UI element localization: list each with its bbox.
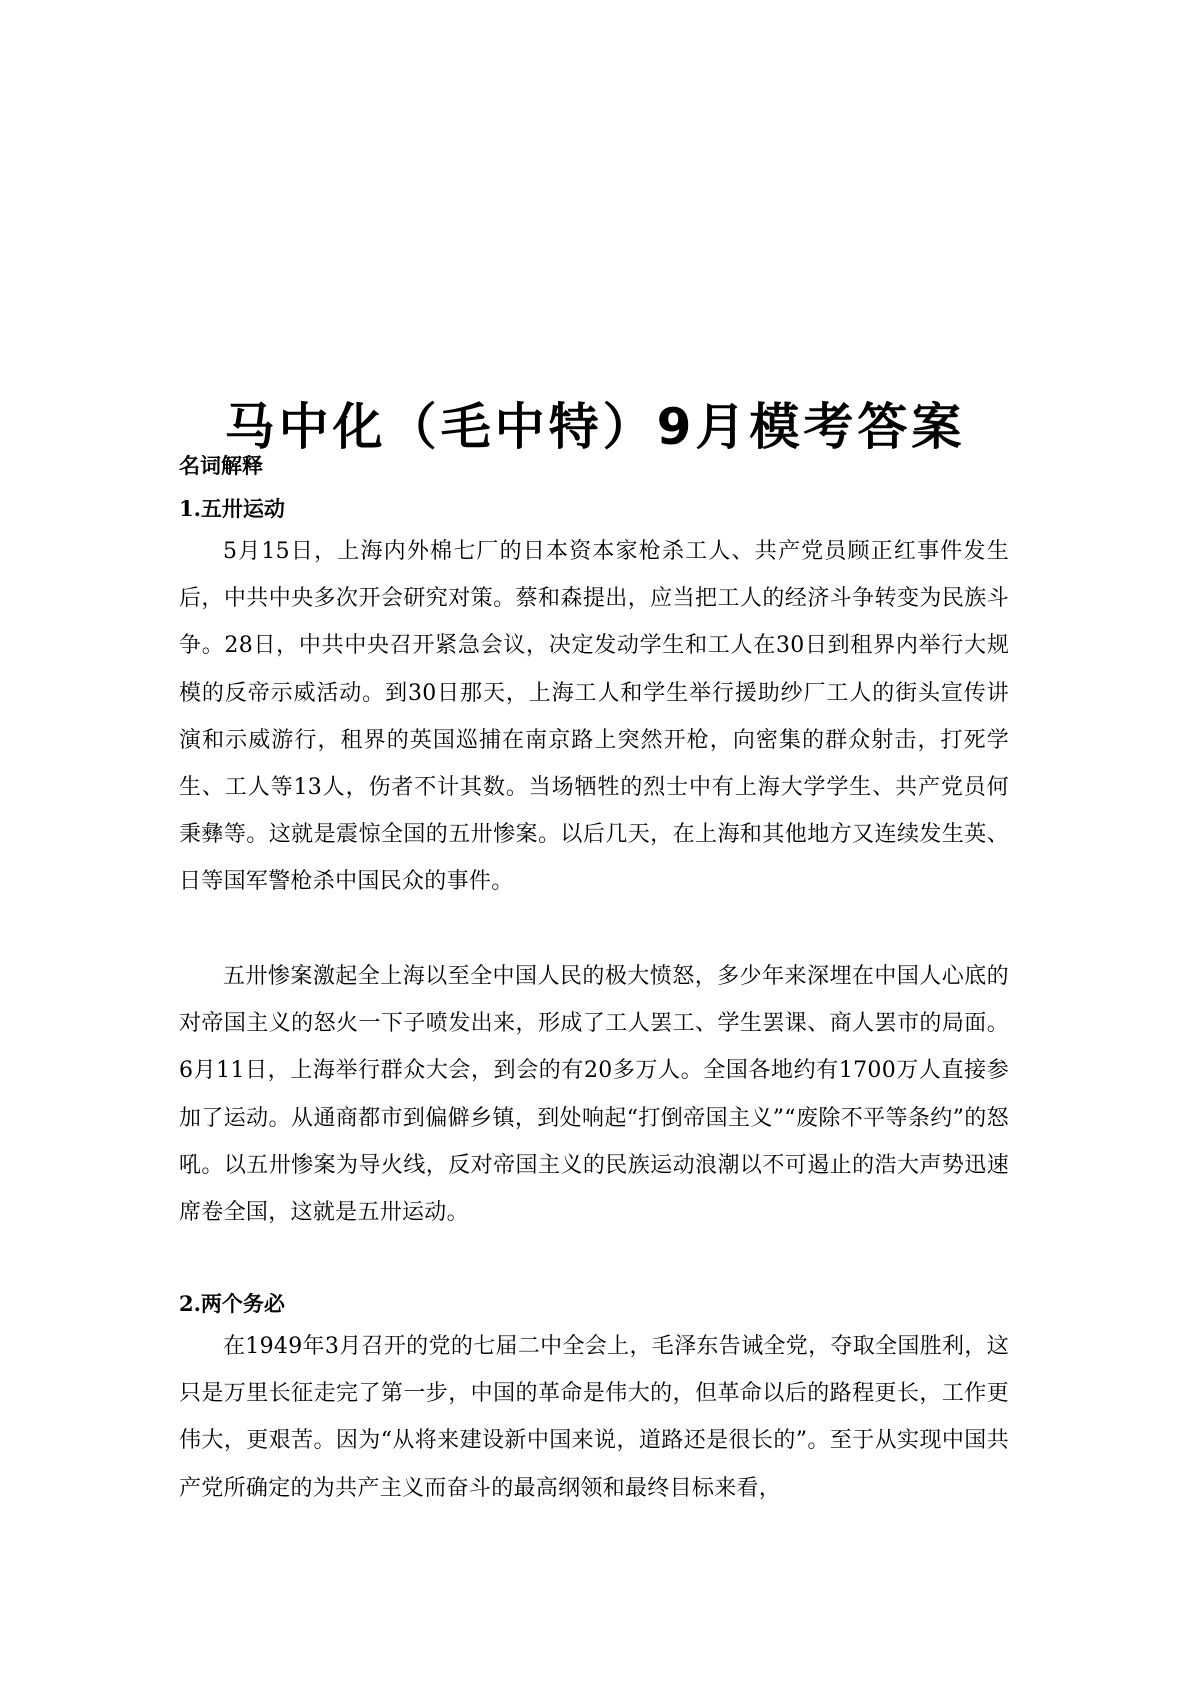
entry-heading-2: 2.两个务必 [179,1291,285,1316]
section-heading: 名词解释 [179,453,263,478]
entry-heading-1: 1.五卅运动 [179,496,285,521]
entry-2-paragraph-1: 在1949年3月召开的党的七届二中全会上，毛泽东告诫全党，夺取全国胜利，这只是万里长征走完了第一步，中国的革命是伟大的，但革命以后的路程更长，工作更伟大，更艰苦。因为“从将来建设新中国来说，道路还是很长的”。至于从实现中国共产党所确定的为共产主义而奋斗的最高纲领和最终目标来看， [179,1334,1009,1501]
entry-1-paragraph-2: 五卅惨案激起全上海以至全中国人民的极大愤怒，多少年来深埋在中国人心底的对帝国主义的怒火一下子喷发出来，形成了工人罢工、学生罢课、商人罢市的局面。6月11日，上海举行群众大会，到会的有20多万人。全国各地约有1700万人直接参加了运动。从通商都市到偏僻乡镇，到处响起“打倒帝国主义”“废除不平等条约”的怒吼。以五卅惨案为导火线，反对帝国主义的民族运动浪潮以不可遏止的浩大声势迅速席卷全国，这就是五卅运动。 [179,964,1009,1226]
document-title: 马中化（毛中特）9月模考答案 [224,398,966,456]
entry-1-paragraph-1: 5月15日，上海内外棉七厂的日本资本家枪杀工人、共产党员顾正红事件发生后，中共中央多次开会研究对策。蔡和森提出，应当把工人的经济斗争转变为民族斗争。28日，中共中央召开紧急会议，决定发动学生和工人在30日到租界内举行大规模的反帝示威活动。到30日那天，上海工人和学生举行援助纱厂工人的街头宣传讲演和示威游行，租界的英国巡捕在南京路上突然开枪，向密集的群众射击，打死学生、工人等13人，伤者不计其数。当场牺牲的烈士中有上海大学学生、共产党员何秉彝等。这就是震惊全国的五卅惨案。以后几天，在上海和其他地方又连续发生英、日等国军警枪杀中国民众的事件。 [179,539,1009,895]
